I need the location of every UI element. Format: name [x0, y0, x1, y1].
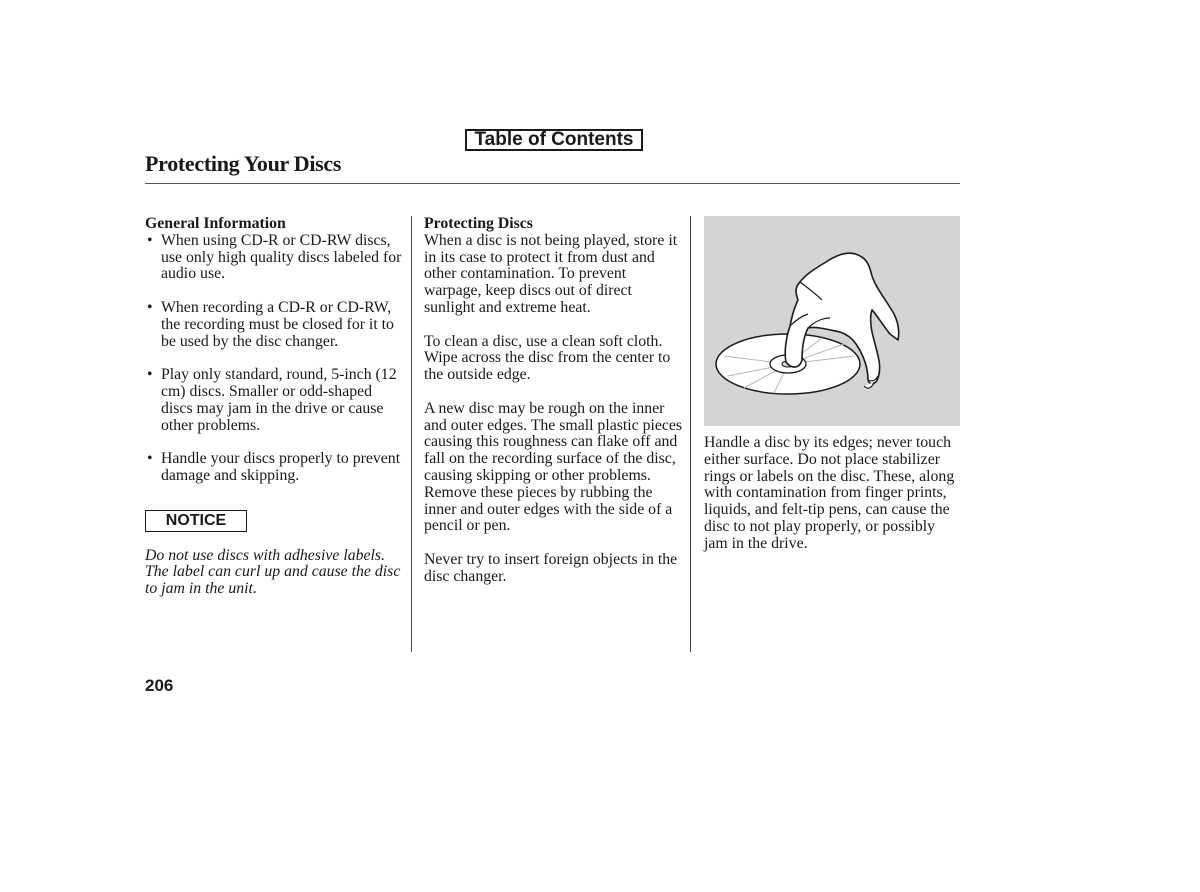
protecting-discs-column [424, 216, 686, 602]
list-item: • When using CD-R or CD-RW discs, use only high quality discs labeled for audio use. [145, 233, 407, 283]
protecting-discs-heading: Protecting Discs [424, 215, 533, 232]
general-information-column [145, 216, 407, 598]
general-information-heading: General Information [145, 215, 286, 232]
hand-holding-disc-icon [704, 216, 960, 426]
general-information-list [145, 233, 407, 485]
column-divider [690, 216, 691, 652]
protecting-discs-paragraph: A new disc may be rough on the inner and outer edges. The small plastic pieces causing this roughness can flake off and fall on the recording surface of the disc, causing skipping or other problems. Remove these pieces by rubbing the inner and outer edges with the side of a pencil or pen. [424, 399, 683, 535]
table-of-contents-link[interactable]: Table of Contents [465, 129, 643, 151]
list-item: • When recording a CD-R or CD-RW, the recording must be closed for it to be used by the disc changer. [145, 300, 407, 350]
list-item: • Play only standard, round, 5-inch (12 cm) discs. Smaller or odd-shaped discs may jam in the drive or cause other problems. [145, 367, 407, 434]
column-divider [411, 216, 412, 652]
notice-label: NOTICE [145, 510, 247, 532]
list-item: • Handle your discs properly to prevent damage and skipping. [145, 451, 407, 485]
handling-text: Handle a disc by its edges; never touch either surface. Do not place stabilizer rings or labels on the disc. These, along with contamination from finger prints, liquids, and felt-tip pens, can cause the disc to not play properly, or possibly jam in the drive. [704, 434, 955, 552]
protecting-discs-paragraph: Never try to insert foreign objects in the disc changer. [424, 550, 678, 585]
page-title: Protecting Your Discs [145, 151, 342, 176]
protecting-discs-paragraph: When a disc is not being played, store it in its case to protect it from dust and other contamination. To prevent warpage, keep discs out of direct sunlight and extreme heat. [424, 231, 678, 316]
page-number: 206 [145, 676, 174, 695]
notice-text: Do not use discs with adhesive labels. The label can curl up and cause the disc to jam in the unit. [145, 546, 401, 598]
protecting-discs-paragraph: To clean a disc, use a clean soft cloth. Wipe across the disc from the center to the outside edge. [424, 332, 671, 384]
title-rule [145, 183, 960, 184]
